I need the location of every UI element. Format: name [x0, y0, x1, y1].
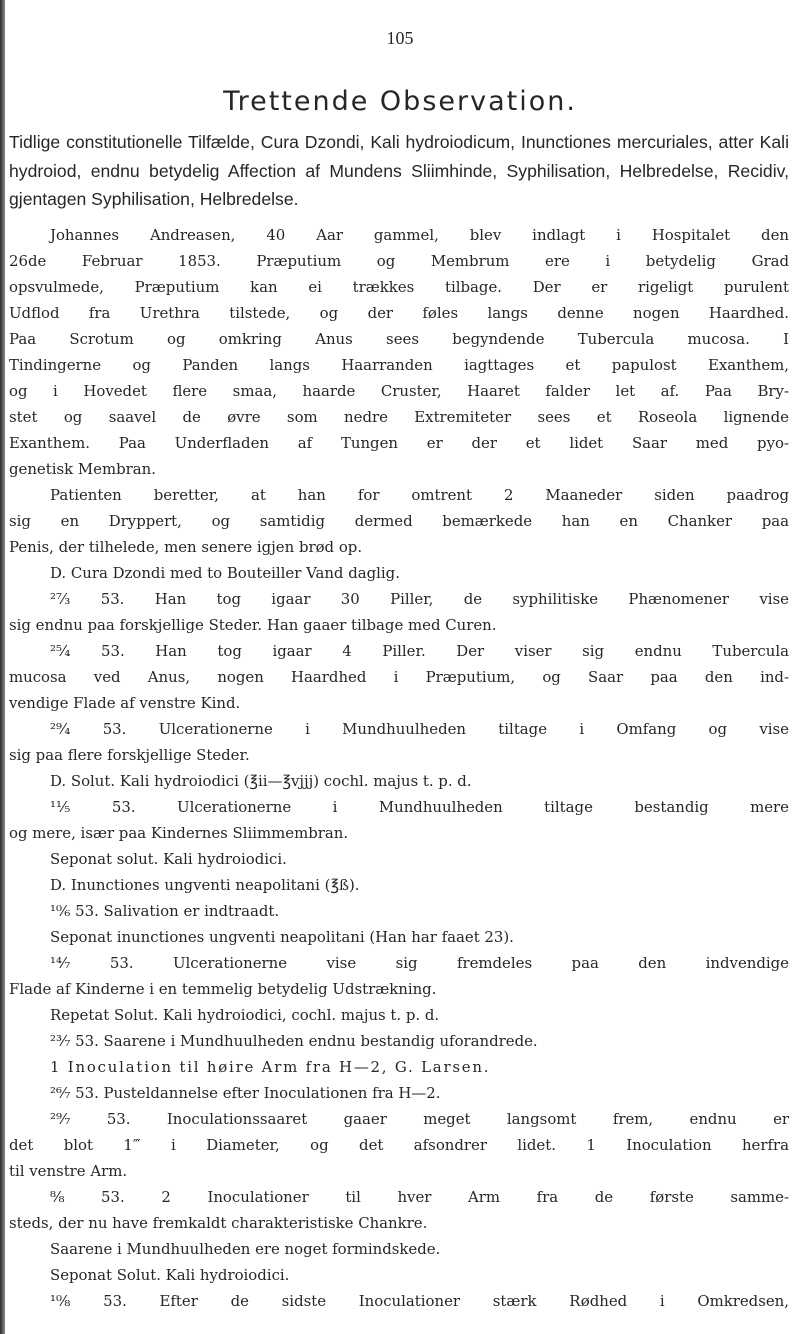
text-line: ²⁷⁄₃ 53. Han tog igaar 30 Piller, de syphilitiske Phænomener vise [50, 590, 789, 608]
text-line: sig endnu paa forskjellige Steder. Han gaaer tilbage med Curen. [9, 616, 497, 634]
text-line: Seponat Solut. Kali hydroiodici. [50, 1266, 290, 1284]
text-line: Flade af Kinderne i en temmelig betydelig Udstrækning. [9, 980, 437, 998]
page-edge-shadow [0, 0, 5, 1334]
text-line: Udflod fra Urethra tilstede, og der føles langs denne nogen Haardhed. [9, 304, 789, 322]
text-line: vendige Flade af venstre Kind. [9, 694, 241, 712]
text-line: Exanthem. Paa Underfladen af Tungen er der et lidet Saar med pyo- [9, 434, 789, 452]
text-line: Patienten beretter, at han for omtrent 2 Maaneder siden paadrog [50, 486, 789, 504]
text-line: ⁸⁄₈ 53. 2 Inoculationer til hver Arm fra de første samme- [50, 1188, 789, 1206]
observation-title: Trettende Observation. [223, 86, 577, 117]
text-line: opsvulmede, Præputium kan ei trækkes tilbage. Der er rigeligt purulent [9, 278, 789, 296]
text-line: Seponat solut. Kali hydroiodici. [50, 850, 287, 868]
text-line: Penis, der tilhelede, men senere igjen brød op. [9, 538, 363, 556]
text-line: 26de Februar 1853. Præputium og Membrum ere i betydelig Grad [9, 252, 789, 270]
text-line: Saarene i Mundhuulheden ere noget formindskede. [50, 1240, 441, 1258]
text-line: ¹⁰⁄₈ 53. Efter de sidste Inoculationer stærk Rødhed i Omkredsen, [50, 1292, 789, 1310]
text-line: ²⁵⁄₄ 53. Han tog igaar 4 Piller. Der viser sig endnu Tubercula [50, 642, 789, 660]
text-line: ²³⁄₇ 53. Saarene i Mundhuulheden endnu bestandig uforandrede. [50, 1032, 538, 1050]
page-number: 105 [386, 28, 414, 48]
text-line: 1 Inoculation til høire Arm fra H—2, G. Larsen. [50, 1058, 491, 1076]
case-text [9, 222, 789, 1314]
text-line: ²⁹⁄₇ 53. Inoculationssaaret gaaer meget langsomt frem, endnu er [50, 1110, 789, 1128]
observation-summary: Tidlige constitutionelle Tilfælde, Cura Dzondi, Kali hydroiodicum, Inunctiones mercuriales, atter Kali hydroiod, endnu betydelig Affection af Mundens Sliimhinde, Syphilisation, Helbredelse, Recidiv, gjentagen Syphilisation, Helbredelse. [9, 132, 789, 209]
text-line: D. Inunctiones ungventi neapolitani (℥ß). [50, 876, 360, 894]
text-line: steds, der nu have fremkaldt charakteristiske Chankre. [9, 1214, 428, 1232]
text-line: Tindingerne og Panden langs Haarranden iagttages et papulost Exanthem, [9, 356, 789, 374]
text-line: Repetat Solut. Kali hydroiodici, cochl. majus t. p. d. [50, 1006, 440, 1024]
text-line: ²⁶⁄₇ 53. Pusteldannelse efter Inoculationen fra H—2. [50, 1084, 441, 1102]
text-line: mucosa ved Anus, nogen Haardhed i Præputium, og Saar paa den ind- [9, 668, 789, 686]
text-line: sig paa flere forskjellige Steder. [9, 746, 250, 764]
text-line: ¹⁴⁄₇ 53. Ulcerationerne vise sig fremdeles paa den indvendige [50, 954, 789, 972]
text-line: D. Solut. Kali hydroiodici (℥ii—℥vjjj) cochl. majus t. p. d. [50, 772, 472, 790]
text-line: D. Cura Dzondi med to Bouteiller Vand daglig. [50, 564, 400, 582]
text-line: sig en Dryppert, og samtidig dermed bemærkede han en Chanker paa [9, 512, 789, 530]
text-line: ¹¹⁄₅ 53. Ulcerationerne i Mundhuulheden tiltage bestandig mere [50, 798, 789, 816]
text-line: Paa Scrotum og omkring Anus sees begyndende Tubercula mucosa. I [9, 330, 789, 348]
text-line: genetisk Membran. [9, 460, 156, 478]
text-line: og mere, især paa Kindernes Sliimmembran. [9, 824, 349, 842]
text-line: det blot 1‴ i Diameter, og det afsondrer lidet. 1 Inoculation herfra [9, 1136, 789, 1154]
text-line: Seponat inunctiones ungventi neapolitani (Han har faaet 23). [50, 928, 514, 946]
text-line: ²⁹⁄₄ 53. Ulcerationerne i Mundhuulheden tiltage i Omfang og vise [50, 720, 789, 738]
text-line: til venstre Arm. [9, 1162, 128, 1180]
text-line: ¹⁰⁄₆ 53. Salivation er indtraadt. [50, 902, 280, 920]
text-line: og i Hovedet flere smaa, haarde Cruster, Haaret falder let af. Paa Bry- [9, 382, 789, 400]
text-line: stet og saavel de øvre som nedre Extremiteter sees et Roseola lignende [9, 408, 789, 426]
text-line: Johannes Andreasen, 40 Aar gammel, blev indlagt i Hospitalet den [50, 226, 789, 244]
